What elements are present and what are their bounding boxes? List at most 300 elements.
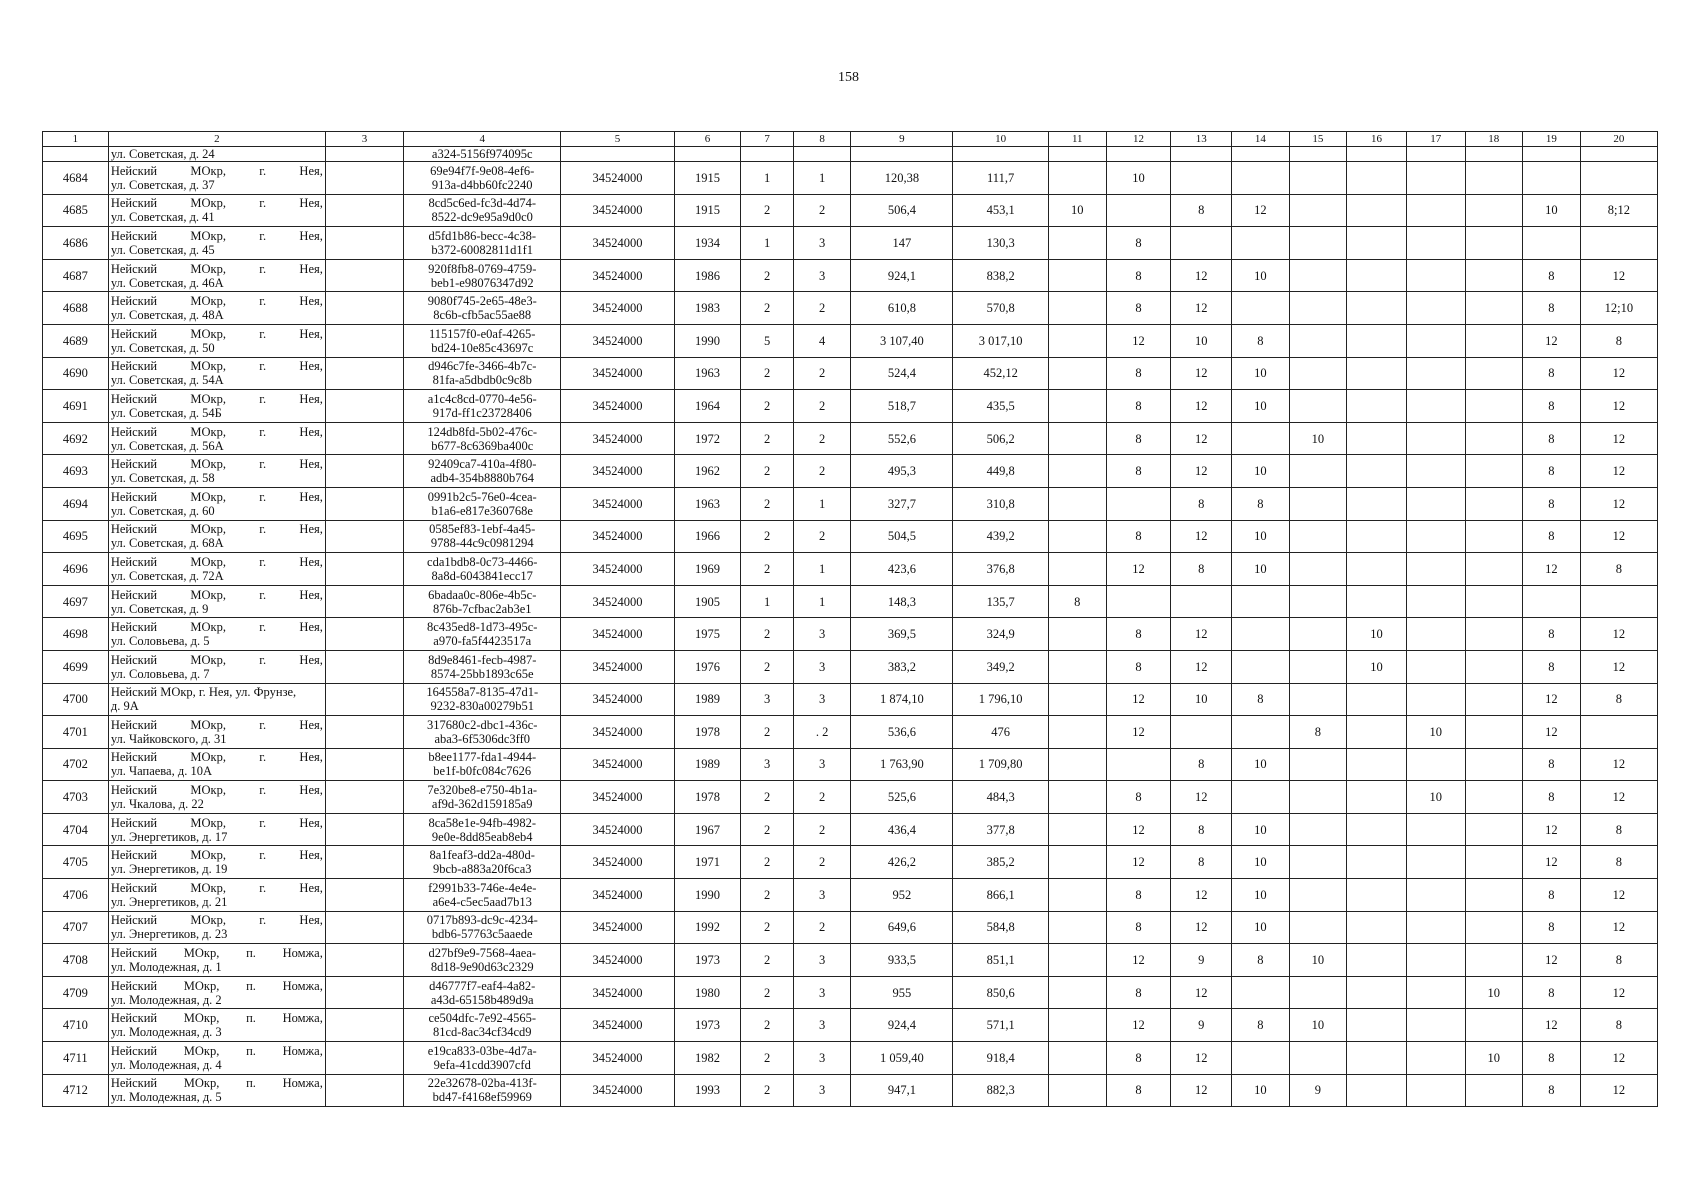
value-cell bbox=[1048, 618, 1106, 651]
address-line-1 bbox=[111, 425, 323, 439]
oktmo-cell: 34524000 bbox=[561, 683, 674, 716]
value-cell: 2 bbox=[793, 357, 851, 390]
address-word: Нейский bbox=[110, 261, 158, 276]
cell bbox=[325, 846, 403, 879]
value-cell: 12 bbox=[1232, 194, 1290, 227]
value-cell bbox=[1347, 879, 1407, 912]
code-cell bbox=[404, 944, 561, 977]
address-word: п. bbox=[246, 1011, 256, 1026]
value-cell: 8 bbox=[1523, 650, 1581, 683]
value-cell bbox=[1347, 390, 1407, 423]
value-cell: 570,8 bbox=[953, 292, 1049, 325]
address-word: г. bbox=[259, 750, 267, 765]
value-cell bbox=[1406, 194, 1465, 227]
oktmo-cell: 34524000 bbox=[561, 259, 674, 292]
code-cell bbox=[404, 357, 561, 390]
address-cell bbox=[108, 227, 325, 260]
value-cell bbox=[1406, 813, 1465, 846]
value-cell: 8 bbox=[1106, 357, 1171, 390]
address-cell bbox=[108, 422, 325, 455]
value-cell: 10 bbox=[1465, 1042, 1523, 1075]
address-word: МОкр, bbox=[190, 326, 226, 341]
address-cell bbox=[108, 618, 325, 651]
table-row bbox=[43, 259, 1658, 292]
column-number-4: 4 bbox=[404, 132, 561, 147]
address-word: МОкр, bbox=[183, 1043, 220, 1058]
year-cell: 1973 bbox=[674, 1009, 741, 1042]
row-number: 4694 bbox=[43, 487, 109, 520]
table-row bbox=[43, 1009, 1658, 1042]
value-cell bbox=[1232, 422, 1290, 455]
code-line-2: 8d18-9e90d63c2329 bbox=[430, 960, 534, 975]
address-word: МОкр, bbox=[183, 1011, 220, 1026]
address-line-1 bbox=[111, 490, 323, 504]
value-cell bbox=[1048, 813, 1106, 846]
address-word: Нея, bbox=[299, 228, 323, 243]
value-cell bbox=[1232, 618, 1290, 651]
row-number: 4700 bbox=[43, 683, 109, 716]
value-cell: 2 bbox=[741, 194, 793, 227]
address-cell bbox=[108, 487, 325, 520]
value-cell bbox=[1232, 292, 1290, 325]
table-row bbox=[43, 846, 1658, 879]
value-cell bbox=[1406, 422, 1465, 455]
value-cell bbox=[1465, 259, 1523, 292]
value-cell: 12 bbox=[1171, 618, 1232, 651]
value-cell: 12 bbox=[1580, 879, 1657, 912]
value-cell: 1 bbox=[793, 553, 851, 586]
value-cell: 1 bbox=[741, 162, 793, 195]
address-word: Нея, bbox=[299, 424, 323, 439]
value-cell bbox=[1347, 259, 1407, 292]
oktmo-cell: 34524000 bbox=[561, 422, 674, 455]
table-row bbox=[43, 944, 1658, 977]
table-row bbox=[43, 227, 1658, 260]
value-cell bbox=[1347, 553, 1407, 586]
row-number: 4691 bbox=[43, 390, 109, 423]
value-cell bbox=[1106, 487, 1171, 520]
value-cell: 452,12 bbox=[953, 357, 1049, 390]
column-number-10: 10 bbox=[953, 132, 1049, 147]
value-cell bbox=[1106, 748, 1171, 781]
code-line-2: 9232-830a00279b51 bbox=[430, 699, 534, 714]
code-line-2: b372-60082811d1f1 bbox=[431, 242, 534, 257]
value-cell bbox=[1465, 227, 1523, 260]
oktmo-cell: 34524000 bbox=[561, 1042, 674, 1075]
address-cell bbox=[108, 292, 325, 325]
address-word: Нейский bbox=[110, 815, 158, 830]
value-cell: 4 bbox=[793, 324, 851, 357]
value-cell: 12 bbox=[1580, 1074, 1657, 1107]
address-word: Нейский bbox=[110, 228, 158, 243]
value-cell bbox=[1289, 781, 1347, 814]
value-cell bbox=[1347, 227, 1407, 260]
year-cell: 1966 bbox=[674, 520, 741, 553]
column-number-17: 17 bbox=[1406, 132, 1465, 147]
value-cell: 2 bbox=[741, 846, 793, 879]
address-word: г. bbox=[259, 620, 267, 635]
value-cell bbox=[1465, 618, 1523, 651]
cell bbox=[325, 390, 403, 423]
cell bbox=[325, 553, 403, 586]
address-word: Нейский bbox=[110, 554, 158, 569]
value-cell bbox=[1347, 455, 1407, 488]
value-cell bbox=[1048, 1042, 1106, 1075]
value-cell: 2 bbox=[741, 944, 793, 977]
value-cell bbox=[1406, 390, 1465, 423]
value-cell: 376,8 bbox=[953, 553, 1049, 586]
address-line-1 bbox=[111, 620, 323, 634]
value-cell bbox=[1048, 553, 1106, 586]
table-row bbox=[43, 748, 1658, 781]
value-cell: 10 bbox=[1232, 846, 1290, 879]
value-cell bbox=[1347, 846, 1407, 879]
value-cell: 1 874,10 bbox=[851, 683, 953, 716]
table-body bbox=[43, 147, 1658, 1107]
oktmo-cell: 34524000 bbox=[561, 911, 674, 944]
value-cell bbox=[1465, 1009, 1523, 1042]
oktmo-cell: 34524000 bbox=[561, 585, 674, 618]
code-cell bbox=[404, 227, 561, 260]
table-row bbox=[43, 781, 1658, 814]
value-cell bbox=[1465, 585, 1523, 618]
value-cell: 3 bbox=[793, 944, 851, 977]
value-cell: 12 bbox=[1580, 976, 1657, 1009]
year-cell: 1986 bbox=[674, 259, 741, 292]
address-word: Нейский bbox=[110, 294, 158, 309]
address-cell bbox=[108, 1042, 325, 1075]
code-cell: a324-5156f974095c bbox=[404, 147, 561, 162]
value-cell bbox=[1406, 357, 1465, 390]
row-number: 4711 bbox=[43, 1042, 109, 1075]
value-cell: 9 bbox=[1171, 944, 1232, 977]
address-word: Нейский bbox=[110, 652, 158, 667]
address-line-1 bbox=[111, 750, 323, 764]
address-cell bbox=[108, 846, 325, 879]
value-cell: 2 bbox=[793, 390, 851, 423]
table-row bbox=[43, 292, 1658, 325]
code-line-1: 317680c2-dbc1-436c- bbox=[427, 717, 538, 732]
value-cell: 435,5 bbox=[953, 390, 1049, 423]
address-line-2: ул. Молодежная, д. 2 bbox=[110, 992, 222, 1007]
address-word: Нейский bbox=[110, 848, 158, 863]
value-cell: 8 bbox=[1106, 390, 1171, 423]
address-cell bbox=[108, 390, 325, 423]
oktmo-cell: 34524000 bbox=[561, 455, 674, 488]
value-cell: 10 bbox=[1232, 357, 1290, 390]
address-word: МОкр, bbox=[190, 783, 226, 798]
address-cell bbox=[108, 716, 325, 749]
code-line-1: 920f8fb8-0769-4759- bbox=[428, 261, 537, 276]
value-cell: 3 bbox=[741, 683, 793, 716]
continued-row bbox=[43, 147, 1658, 162]
code-cell bbox=[404, 716, 561, 749]
address-word: Нея, bbox=[299, 554, 323, 569]
value-cell: 423,6 bbox=[851, 553, 953, 586]
table-row bbox=[43, 194, 1658, 227]
address-line-1 bbox=[111, 685, 323, 699]
value-cell bbox=[1406, 683, 1465, 716]
cell bbox=[1048, 147, 1106, 162]
value-cell bbox=[1171, 227, 1232, 260]
code-cell bbox=[404, 162, 561, 195]
value-cell: 8 bbox=[1289, 716, 1347, 749]
value-cell bbox=[1523, 585, 1581, 618]
value-cell: 2 bbox=[793, 813, 851, 846]
oktmo-cell: 34524000 bbox=[561, 520, 674, 553]
value-cell: 8 bbox=[1106, 650, 1171, 683]
value-cell: 2 bbox=[741, 455, 793, 488]
address-word: Нейский МОкр, г. Нея, ул. Фрунзе, bbox=[110, 685, 297, 700]
value-cell bbox=[1465, 683, 1523, 716]
value-cell: 12 bbox=[1171, 650, 1232, 683]
address-word: Нейский bbox=[110, 326, 158, 341]
address-word: МОкр, bbox=[190, 522, 226, 537]
value-cell: 12 bbox=[1580, 259, 1657, 292]
value-cell: 8 bbox=[1523, 487, 1581, 520]
value-cell: 1 bbox=[741, 585, 793, 618]
code-line-2: bd47-f4168ef59969 bbox=[432, 1090, 532, 1105]
address-word: г. bbox=[259, 457, 267, 472]
value-cell bbox=[1289, 813, 1347, 846]
value-cell: 10 bbox=[1406, 781, 1465, 814]
cell bbox=[1289, 147, 1347, 162]
year-cell: 1915 bbox=[674, 194, 741, 227]
value-cell: 3 bbox=[793, 1009, 851, 1042]
value-cell: 8 bbox=[1580, 1009, 1657, 1042]
address-word: г. bbox=[259, 391, 267, 406]
address-cell bbox=[108, 455, 325, 488]
value-cell bbox=[1232, 1042, 1290, 1075]
address-word: МОкр, bbox=[190, 880, 226, 895]
value-cell: 8 bbox=[1171, 846, 1232, 879]
code-line-2: 913a-d4bb60fc2240 bbox=[431, 177, 533, 192]
address-cell: ул. Советская, д. 24 bbox=[108, 147, 325, 162]
value-cell: 484,3 bbox=[953, 781, 1049, 814]
value-cell: 1 bbox=[793, 162, 851, 195]
value-cell: 2 bbox=[793, 455, 851, 488]
value-cell bbox=[1406, 487, 1465, 520]
value-cell bbox=[1465, 846, 1523, 879]
cell bbox=[325, 813, 403, 846]
value-cell: 12 bbox=[1580, 650, 1657, 683]
value-cell bbox=[1465, 162, 1523, 195]
value-cell bbox=[1289, 748, 1347, 781]
value-cell: 10 bbox=[1232, 911, 1290, 944]
value-cell: 12 bbox=[1106, 716, 1171, 749]
row-number: 4698 bbox=[43, 618, 109, 651]
code-line-1: d5fd1b86-becc-4c38- bbox=[428, 228, 537, 243]
cell bbox=[325, 227, 403, 260]
code-line-2: b677-8c6369ba400c bbox=[431, 438, 534, 453]
value-cell: 8 bbox=[1523, 357, 1581, 390]
code-line-1: 9080f745-2e65-48e3- bbox=[427, 294, 537, 309]
address-line-2: ул. Соловьева, д. 7 bbox=[110, 666, 210, 681]
code-cell bbox=[404, 422, 561, 455]
address-line-2: ул. Энергетиков, д. 23 bbox=[110, 927, 228, 942]
value-cell: 12 bbox=[1171, 879, 1232, 912]
code-line-1: 124db8fd-5b02-476c- bbox=[427, 424, 538, 439]
value-cell bbox=[1048, 422, 1106, 455]
value-cell: 8 bbox=[1523, 1042, 1581, 1075]
address-word: Нейский bbox=[110, 424, 158, 439]
value-cell bbox=[1406, 324, 1465, 357]
value-cell bbox=[1523, 162, 1581, 195]
cell bbox=[325, 324, 403, 357]
value-cell bbox=[1580, 227, 1657, 260]
value-cell: 2 bbox=[741, 357, 793, 390]
value-cell: 111,7 bbox=[953, 162, 1049, 195]
column-number-6: 6 bbox=[674, 132, 741, 147]
address-word: МОкр, bbox=[190, 457, 226, 472]
value-cell bbox=[1406, 1042, 1465, 1075]
value-cell: 1 709,80 bbox=[953, 748, 1049, 781]
address-word: Нея, bbox=[299, 750, 323, 765]
code-line-1: d27bf9e9-7568-4aea- bbox=[428, 946, 537, 961]
value-cell: 8 bbox=[1523, 618, 1581, 651]
address-line-1 bbox=[111, 522, 323, 536]
year-cell: 1975 bbox=[674, 618, 741, 651]
code-cell bbox=[404, 292, 561, 325]
address-word: Нейский bbox=[110, 620, 158, 635]
value-cell: 9 bbox=[1289, 1074, 1347, 1107]
value-cell bbox=[1347, 1042, 1407, 1075]
address-word: МОкр, bbox=[190, 196, 226, 211]
code-line-2: 876b-7cfbac2ab3e1 bbox=[432, 601, 532, 616]
address-cell bbox=[108, 324, 325, 357]
code-line-1: a1c4c8cd-0770-4e56- bbox=[427, 391, 537, 406]
cell bbox=[793, 147, 851, 162]
value-cell bbox=[1048, 520, 1106, 553]
address-word: Номжа, bbox=[282, 946, 323, 961]
value-cell: 8 bbox=[1523, 292, 1581, 325]
address-line-2: ул. Советская, д. 9 bbox=[110, 601, 209, 616]
value-cell: 3 bbox=[793, 259, 851, 292]
year-cell: 1978 bbox=[674, 716, 741, 749]
value-cell bbox=[1465, 716, 1523, 749]
cell bbox=[325, 455, 403, 488]
value-cell bbox=[1347, 487, 1407, 520]
value-cell: 8 bbox=[1106, 879, 1171, 912]
year-cell: 1990 bbox=[674, 324, 741, 357]
address-word: Номжа, bbox=[282, 1011, 323, 1026]
value-cell: 3 bbox=[793, 618, 851, 651]
cell bbox=[1232, 147, 1290, 162]
code-cell bbox=[404, 520, 561, 553]
value-cell bbox=[1406, 944, 1465, 977]
value-cell: 8 bbox=[1232, 683, 1290, 716]
cell bbox=[325, 748, 403, 781]
code-cell bbox=[404, 1009, 561, 1042]
address-word: г. bbox=[259, 424, 267, 439]
value-cell bbox=[1406, 748, 1465, 781]
table-row bbox=[43, 487, 1658, 520]
oktmo-cell: 34524000 bbox=[561, 716, 674, 749]
address-cell bbox=[108, 911, 325, 944]
value-cell bbox=[1289, 618, 1347, 651]
value-cell bbox=[1406, 227, 1465, 260]
value-cell: 2 bbox=[741, 650, 793, 683]
value-cell bbox=[1232, 585, 1290, 618]
table-row bbox=[43, 618, 1658, 651]
value-cell bbox=[1347, 748, 1407, 781]
value-cell: 2 bbox=[793, 520, 851, 553]
address-line-2: ул. Советская, д. 48А bbox=[110, 308, 224, 323]
address-cell bbox=[108, 781, 325, 814]
address-line-2: ул. Советская, д. 45 bbox=[110, 242, 215, 257]
code-cell bbox=[404, 813, 561, 846]
value-cell: 8 bbox=[1580, 944, 1657, 977]
value-cell: 10 bbox=[1232, 1074, 1290, 1107]
address-cell bbox=[108, 553, 325, 586]
address-word: Нейский bbox=[110, 391, 158, 406]
value-cell bbox=[1465, 879, 1523, 912]
value-cell: 8 bbox=[1048, 585, 1106, 618]
value-cell: 8 bbox=[1232, 1009, 1290, 1042]
value-cell bbox=[1465, 1074, 1523, 1107]
value-cell: 8 bbox=[1106, 781, 1171, 814]
address-cell bbox=[108, 162, 325, 195]
address-word: г. bbox=[259, 163, 267, 178]
column-number-8: 8 bbox=[793, 132, 851, 147]
year-cell: 1969 bbox=[674, 553, 741, 586]
value-cell: 8 bbox=[1580, 324, 1657, 357]
oktmo-cell: 34524000 bbox=[561, 390, 674, 423]
code-line-1: 8ca58e1e-94fb-4982- bbox=[428, 815, 537, 830]
address-line-2: ул. Энергетиков, д. 21 bbox=[110, 894, 228, 909]
value-cell: 2 bbox=[741, 879, 793, 912]
value-cell bbox=[1465, 487, 1523, 520]
value-cell: 12 bbox=[1580, 357, 1657, 390]
value-cell bbox=[1406, 1074, 1465, 1107]
value-cell bbox=[1347, 1074, 1407, 1107]
value-cell bbox=[1048, 259, 1106, 292]
oktmo-cell: 34524000 bbox=[561, 487, 674, 520]
value-cell: 10 bbox=[1523, 194, 1581, 227]
address-word: Нейский bbox=[110, 913, 158, 928]
value-cell: 8 bbox=[1171, 553, 1232, 586]
value-cell: 10 bbox=[1106, 162, 1171, 195]
code-cell bbox=[404, 748, 561, 781]
oktmo-cell: 34524000 bbox=[561, 357, 674, 390]
value-cell: 349,2 bbox=[953, 650, 1049, 683]
cell bbox=[325, 147, 403, 162]
address-word: Нея, bbox=[299, 359, 323, 374]
value-cell: 12 bbox=[1523, 813, 1581, 846]
value-cell: 5 bbox=[741, 324, 793, 357]
address-cell bbox=[108, 520, 325, 553]
year-cell: 1972 bbox=[674, 422, 741, 455]
column-number-15: 15 bbox=[1289, 132, 1347, 147]
value-cell bbox=[1048, 650, 1106, 683]
value-cell bbox=[1048, 748, 1106, 781]
value-cell: 426,2 bbox=[851, 846, 953, 879]
address-word: Нея, bbox=[299, 913, 323, 928]
value-cell bbox=[1465, 553, 1523, 586]
value-cell: 8 bbox=[1106, 976, 1171, 1009]
code-cell bbox=[404, 618, 561, 651]
value-cell: 8 bbox=[1171, 748, 1232, 781]
table-row bbox=[43, 520, 1658, 553]
code-cell bbox=[404, 553, 561, 586]
address-word: г. bbox=[259, 359, 267, 374]
value-cell: 8 bbox=[1523, 781, 1581, 814]
value-cell bbox=[1289, 911, 1347, 944]
address-word: г. bbox=[259, 196, 267, 211]
value-cell: 2 bbox=[741, 911, 793, 944]
value-cell: 8 bbox=[1106, 618, 1171, 651]
cell bbox=[325, 911, 403, 944]
